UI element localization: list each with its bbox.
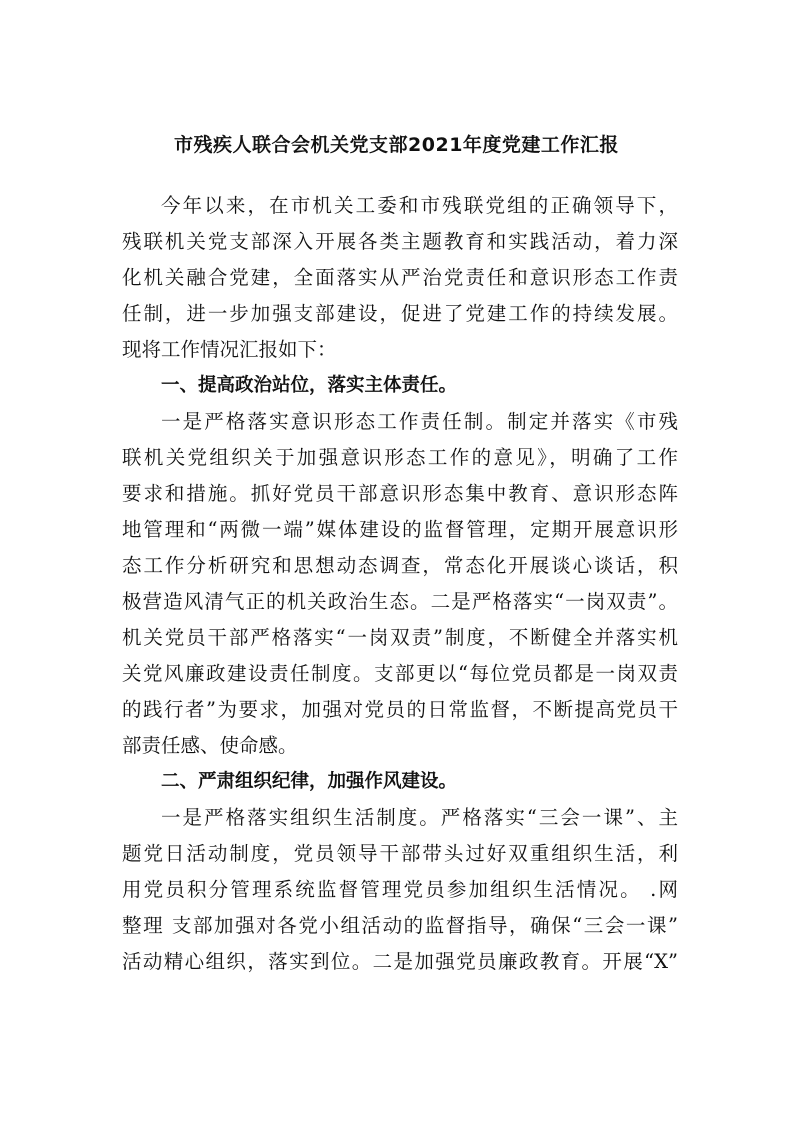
paragraph-line: 活动精心组织，落实到位。二是加强党员廉政教育。开展“X” (122, 950, 678, 973)
paragraph-line: 残联机关党支部深入开展各类主题教育和实践活动，着力深 (122, 230, 678, 253)
paragraph-line: 机关党员干部严格落实“一岗双责”制度，不断健全并落实机 (122, 626, 678, 649)
paragraph-line: 地管理和“两微一端”媒体建设的监督管理，定期开展意识形 (122, 518, 678, 541)
paragraph-line: 联机关党组织关于加强意识形态工作的意见》，明确了工作 (122, 446, 678, 469)
paragraph-line: 的践行者”为要求，加强对党员的日常监督，不断提高党员干 (122, 698, 678, 721)
paragraph-first-line: 一是严格落实组织生活制度。严格落实“三会一课”、主 (161, 806, 678, 829)
document-title: 市残疾人联合会机关党支部2021年度党建工作汇报 (174, 134, 619, 156)
paragraph-line: 用党员积分管理系统监督管理党员参加组织生活情况。 .网 (122, 878, 678, 901)
paragraph-line: 部责任感、使命感。 (122, 734, 298, 757)
paragraph-line: 题党日活动制度，党员领导干部带头过好双重组织生活，利 (122, 842, 678, 865)
paragraph-line: 要求和措施。抓好党员干部意识形态集中教育、意识形态阵 (122, 482, 678, 505)
paragraph-first-line: 一是严格落实意识形态工作责任制。制定并落实《市残 (161, 410, 678, 433)
document-body (122, 188, 678, 980)
paragraph-first-line: 今年以来，在市机关工委和市残联党组的正确领导下， (161, 194, 678, 217)
section-heading: 二、严肃组织纪律，加强作风建设。 (161, 771, 458, 792)
paragraph-line: 任制，进一步加强支部建设，促进了党建工作的持续发展。 (122, 302, 678, 325)
paragraph-line: 整理 支部加强对各党小组活动的监督指导，确保“三会一课” (122, 914, 678, 937)
paragraph-line: 态工作分析研究和思想动态调查，常态化开展谈心谈话，积 (122, 554, 678, 577)
section-heading: 一、提高政治站位，落实主体责任。 (161, 375, 458, 396)
paragraph-line: 化机关融合党建，全面落实从严治党责任和意识形态工作责 (122, 266, 678, 289)
paragraph-line: 现将工作情况汇报如下： (122, 338, 337, 361)
paragraph-line: 关党风廉政建设责任制度。支部更以“每位党员都是一岗双责 (122, 662, 678, 685)
paragraph-line: 极营造风清气正的机关政治生态。二是严格落实“一岗双责”。 (122, 590, 678, 613)
